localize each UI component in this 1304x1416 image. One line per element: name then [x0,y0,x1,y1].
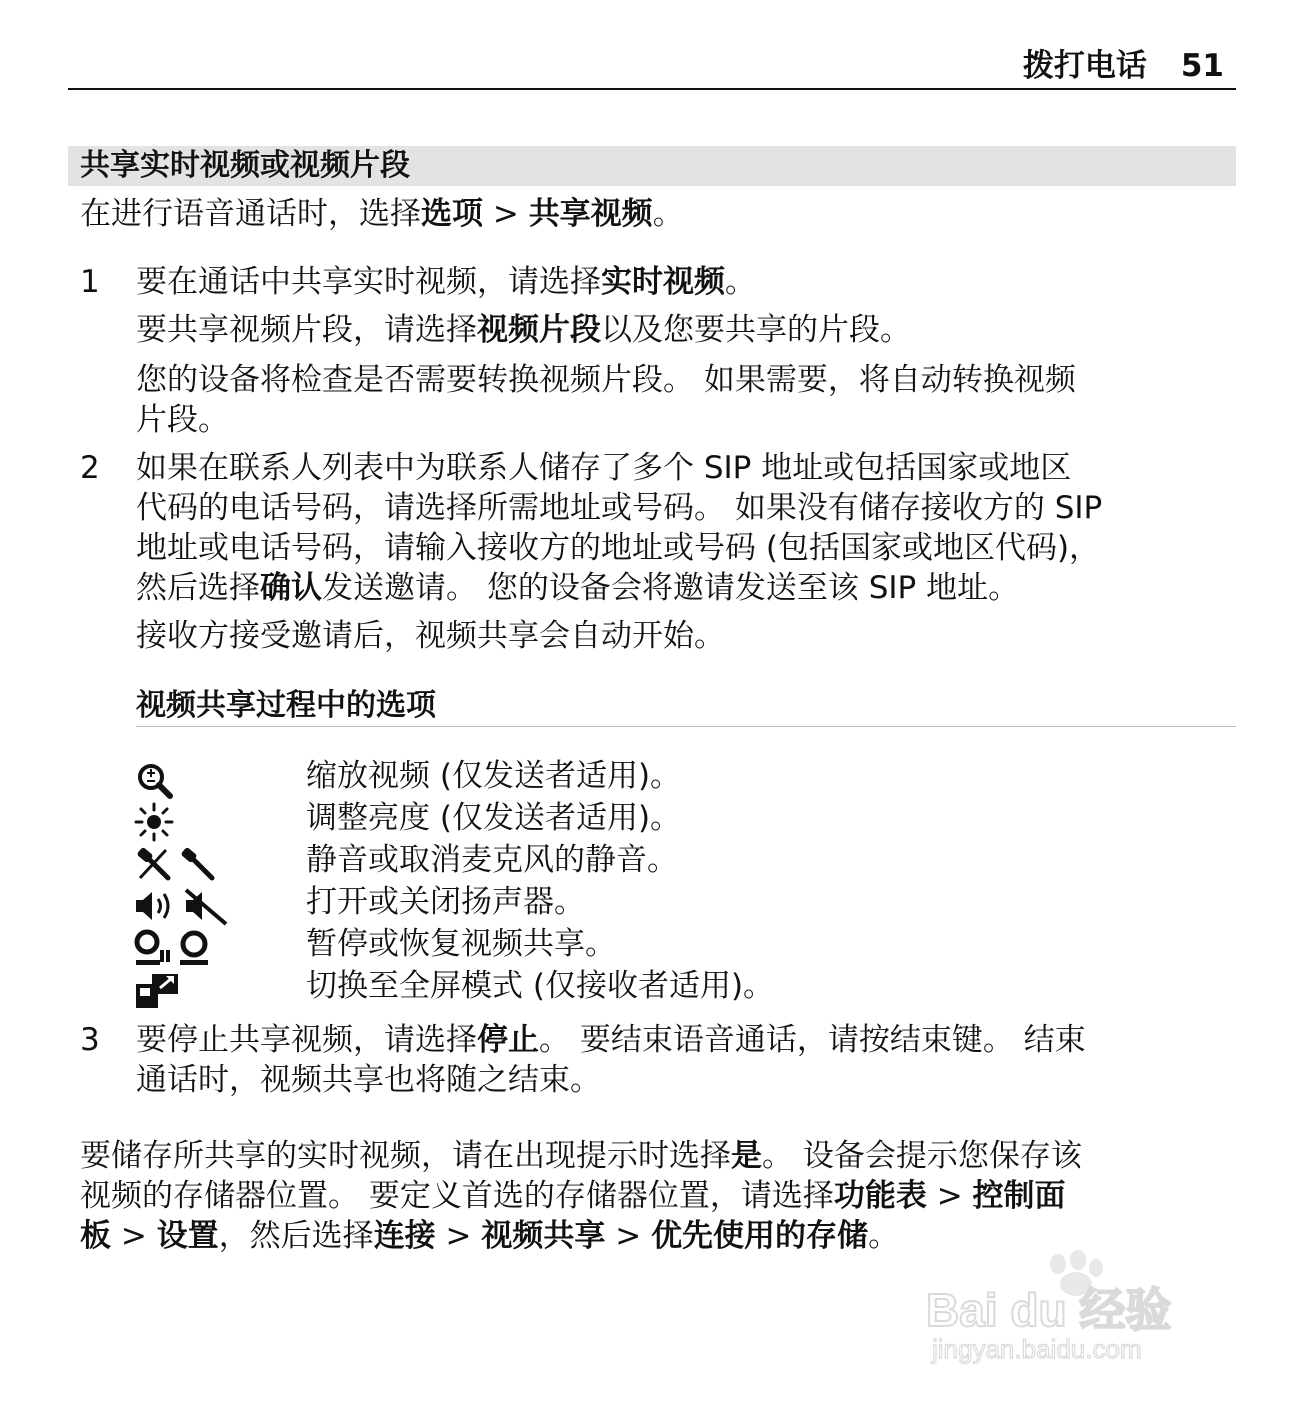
section-title: 共享实时视频或视频片段 [68,146,1236,186]
step2-line-2: 代码的电话号码，请选择所需地址或号码。 如果没有储存接收方的 SIP [136,490,1103,526]
menu-separator: > [605,1218,652,1254]
menu-option-stop: 停止 [477,1022,539,1058]
text: 以及您要共享的片段。 [601,312,911,348]
option-text-speaker: 打开或关闭扬声器。 [306,884,585,920]
option-text-fullscreen: 切换至全屏模式 (仅接收者适用)。 [306,968,775,1004]
menu-option-control-panel-end: 板 [80,1218,111,1254]
step2-line-3: 地址或电话号码，请输入接收方的地址或号码 (包括国家或地区代码)， [136,530,1101,566]
menu-separator: > [483,196,529,232]
fullscreen-icon [134,970,230,1010]
pause-video-icon [134,928,230,968]
watermark-brand: Bai du 经验 [926,1284,1172,1336]
menu-option-preferred-memory: 优先使用的存储 [651,1218,869,1254]
menu-option-yes: 是 [731,1138,762,1174]
step3-line-1 [136,1020,1086,1061]
step-number: 2 [80,450,100,486]
text: 视频的存储器位置。 要定义首选的存储器位置，请选择 [80,1178,834,1214]
menu-option-connectivity: 连接 [373,1218,436,1254]
footer-line-2 [80,1176,1066,1217]
menu-option-menu: 功能表 [833,1178,927,1214]
menu-option-live-video: 实时视频 [601,264,725,300]
step2-line-1: 如果在联系人列表中为联系人储存了多个 SIP 地址或包括国家或地区 [136,450,1072,486]
options-subtitle: 视频共享过程中的选项 [136,686,1236,727]
menu-option-settings: 设置 [156,1218,219,1254]
text: 。 设备会提示您保存该 [762,1138,1082,1174]
text: 发送邀请。 您的设备会将邀请发送至该 SIP 地址。 [322,570,1020,606]
step1-paragraph-3-line-2: 片段。 [136,402,229,438]
step2-paragraph-2: 接收方接受邀请后，视频共享会自动开始。 [136,618,725,654]
intro-paragraph [80,194,684,235]
page-header [68,44,1236,90]
intro-text: 在进行语音通话时，选择 [80,196,421,232]
page-number: 51 [1180,48,1224,84]
footer-line-1 [80,1136,1082,1177]
menu-separator: > [926,1178,973,1214]
intro-suffix: 。 [652,196,684,232]
text: ，然后选择 [218,1218,374,1254]
baidu-watermark [926,1250,1226,1370]
brightness-icon [134,802,230,842]
menu-option-confirm: 确认 [260,570,322,606]
text: 。 [725,264,756,300]
text: 。 要结束语音通话，请按结束键。 结束 [539,1022,1086,1058]
footer-line-3 [80,1216,899,1257]
text: 。 [868,1218,900,1254]
menu-option-share-video: 共享视频 [528,196,653,232]
text: 然后选择 [136,570,260,606]
option-text-microphone: 静音或取消麦克风的静音。 [306,842,678,878]
step-number: 1 [80,264,100,300]
option-text-zoom: 缩放视频 (仅发送者适用)。 [306,758,682,794]
text: 要在通话中共享实时视频，请选择 [136,264,601,300]
option-text-pause: 暂停或恢复视频共享。 [306,926,616,962]
menu-separator: > [435,1218,482,1254]
microphone-mute-icon [134,844,230,884]
watermark-url: jingyan.baidu.com [932,1334,1142,1364]
header-title: 拨打电话 [1022,48,1147,84]
option-text-brightness: 调整亮度 (仅发送者适用)。 [306,800,682,836]
step-number: 3 [80,1022,100,1058]
menu-separator: > [111,1218,157,1254]
text: 要共享视频片段，请选择 [136,312,477,348]
zoom-icon [134,760,230,800]
step1-paragraph-1 [136,262,756,303]
speaker-icon [134,886,230,926]
step2-line-4 [136,568,1019,609]
menu-option-control-panel: 控制面 [972,1178,1066,1214]
menu-option-video-sharing: 视频共享 [481,1218,606,1254]
menu-option-options: 选项 [421,196,483,232]
text: 要停止共享视频，请选择 [136,1022,477,1058]
step1-paragraph-3-line-1: 您的设备将检查是否需要转换视频片段。 如果需要，将自动转换视频 [136,362,1076,398]
menu-option-video-clip: 视频片段 [477,312,601,348]
text: 要储存所共享的实时视频，请在出现提示时选择 [80,1138,731,1174]
step1-paragraph-2 [136,310,911,351]
step3-line-2: 通话时，视频共享也将随之结束。 [136,1062,601,1098]
